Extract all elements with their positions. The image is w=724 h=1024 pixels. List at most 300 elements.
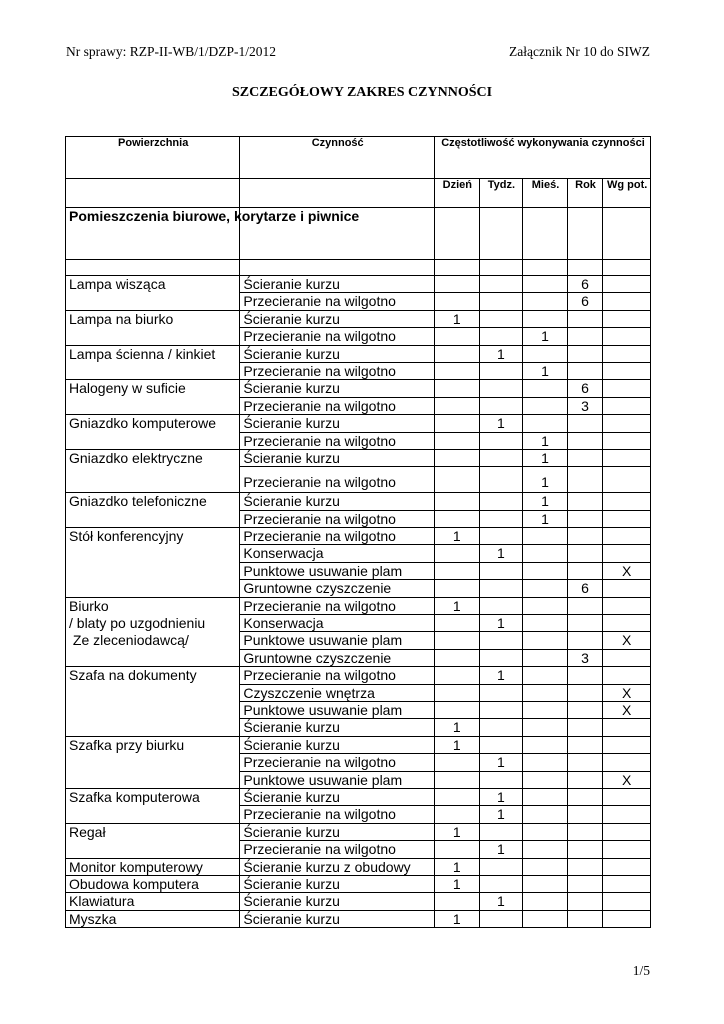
- surface-cell: [66, 467, 240, 493]
- surface-cell: [66, 580, 240, 597]
- surface-cell: [66, 528, 240, 545]
- table-row: [66, 597, 651, 614]
- activity-cell: Przecieranie na wilgotno: [240, 432, 435, 449]
- freq-week: 1: [479, 415, 523, 432]
- activity-cell: Ścieranie kurzu: [240, 893, 435, 910]
- freq-year: [567, 432, 602, 449]
- freq-month: [523, 562, 568, 579]
- freq-day: 1: [435, 719, 480, 736]
- empty-cell: [479, 260, 523, 276]
- surface-name: Gniazdko telefoniczne: [69, 493, 207, 510]
- freq-year: [567, 823, 602, 840]
- activity-cell: Ścieranie kurzu: [240, 449, 435, 466]
- activity-cell: Gruntowne czyszczenie: [240, 580, 435, 597]
- freq-year: [567, 328, 602, 345]
- surface-cell: [66, 701, 240, 718]
- freq-day: 1: [435, 910, 480, 927]
- activity-cell: Punktowe usuwanie plam: [240, 771, 435, 788]
- surface-cell: [66, 562, 240, 579]
- surface-cell: [66, 910, 240, 927]
- table-row: [66, 415, 651, 432]
- freq-month: [523, 841, 568, 858]
- freq-month: 1: [523, 362, 568, 379]
- surface-cell: [66, 841, 240, 858]
- header-case-number: Nr sprawy: RZP-II-WB/1/DZP-1/2012: [66, 44, 276, 59]
- surface-cell: [66, 449, 240, 466]
- surface-cell: [66, 771, 240, 788]
- table-row: [66, 310, 651, 327]
- freq-year: 6: [567, 380, 602, 397]
- freq-week: 1: [479, 545, 523, 562]
- freq-year: [567, 667, 602, 684]
- activity-cell: Punktowe usuwanie plam: [240, 701, 435, 718]
- freq-day: [435, 545, 480, 562]
- surface-name-continued: Ze zleceniodawcą/: [69, 631, 189, 648]
- freq-day: [435, 293, 480, 310]
- surface-cell: [66, 397, 240, 414]
- freq-as-needed: [603, 667, 651, 684]
- freq-as-needed: [603, 528, 651, 545]
- freq-month: [523, 823, 568, 840]
- activity-cell: Przecieranie na wilgotno: [240, 397, 435, 414]
- freq-as-needed: [603, 823, 651, 840]
- surface-cell: [66, 649, 240, 666]
- freq-day: [435, 510, 480, 527]
- header-attachment: Załącznik Nr 10 do SIWZ: [509, 44, 650, 59]
- freq-year: [567, 493, 602, 510]
- header-blank-cell: [240, 179, 435, 208]
- page-number: 1/5: [632, 963, 650, 978]
- table-row: [66, 875, 651, 892]
- table-row: [66, 345, 651, 362]
- table-row: [66, 667, 651, 684]
- surface-name: Monitor komputerowy: [69, 858, 203, 875]
- freq-week: 1: [479, 893, 523, 910]
- freq-day: 1: [435, 310, 480, 327]
- page-title: SZCZEGÓŁOWY ZAKRES CZYNNOŚCI: [231, 85, 493, 100]
- surface-name: Biurko: [69, 597, 109, 614]
- freq-year: 6: [567, 580, 602, 597]
- freq-week: [479, 649, 523, 666]
- surface-cell: [66, 736, 240, 753]
- surface-cell: [66, 345, 240, 362]
- surface-cell: [66, 875, 240, 892]
- table-row: [66, 701, 651, 718]
- freq-day: 1: [435, 875, 480, 892]
- surface-cell: [66, 545, 240, 562]
- freq-day: [435, 754, 480, 771]
- activity-cell: Przecieranie na wilgotno: [240, 510, 435, 527]
- table-row: [66, 893, 651, 910]
- table-row: [66, 771, 651, 788]
- header-year: Rok: [567, 179, 602, 208]
- freq-as-needed: [603, 293, 651, 310]
- freq-month: 1: [523, 449, 568, 466]
- empty-cell: [567, 260, 602, 276]
- freq-as-needed: [603, 893, 651, 910]
- freq-year: [567, 875, 602, 892]
- table-row: [66, 754, 651, 771]
- freq-week: [479, 310, 523, 327]
- freq-week: [479, 528, 523, 545]
- freq-day: [435, 580, 480, 597]
- table-row: [66, 806, 651, 823]
- activity-cell: Przecieranie na wilgotno: [240, 528, 435, 545]
- freq-month: [523, 380, 568, 397]
- activity-cell: Ścieranie kurzu z obudowy: [240, 858, 435, 875]
- freq-year: [567, 910, 602, 927]
- freq-month: [523, 528, 568, 545]
- freq-week: [479, 510, 523, 527]
- freq-week: [479, 397, 523, 414]
- empty-cell: [479, 208, 523, 260]
- table-row: [66, 858, 651, 875]
- surface-name: Gniazdko komputerowe: [69, 415, 217, 432]
- surface-name: Lampa ścienna / kinkiet: [69, 345, 216, 362]
- freq-year: [567, 345, 602, 362]
- freq-as-needed: [603, 449, 651, 466]
- freq-year: [567, 684, 602, 701]
- freq-year: 3: [567, 649, 602, 666]
- table-row: [66, 823, 651, 840]
- surface-cell: [66, 362, 240, 379]
- freq-as-needed: [603, 397, 651, 414]
- activity-cell: Ścieranie kurzu: [240, 493, 435, 510]
- freq-as-needed: [603, 510, 651, 527]
- freq-day: [435, 649, 480, 666]
- table-row: [66, 649, 651, 666]
- freq-month: [523, 806, 568, 823]
- surface-cell: [66, 754, 240, 771]
- activity-cell: Przecieranie na wilgotno: [240, 597, 435, 614]
- empty-cell: [435, 260, 480, 276]
- freq-year: [567, 310, 602, 327]
- surface-name: Szafka komputerowa: [69, 788, 200, 805]
- freq-year: [567, 449, 602, 466]
- freq-year: 6: [567, 293, 602, 310]
- freq-year: [567, 719, 602, 736]
- freq-as-needed: [603, 310, 651, 327]
- freq-month: [523, 875, 568, 892]
- freq-as-needed: [603, 615, 651, 632]
- freq-week: [479, 719, 523, 736]
- freq-day: [435, 684, 480, 701]
- freq-year: [567, 806, 602, 823]
- table-row: [66, 545, 651, 562]
- freq-week: 1: [479, 345, 523, 362]
- freq-as-needed: X: [603, 562, 651, 579]
- table-row: [66, 362, 651, 379]
- freq-month: [523, 632, 568, 649]
- freq-day: 1: [435, 823, 480, 840]
- freq-day: [435, 667, 480, 684]
- freq-month: [523, 276, 568, 293]
- freq-as-needed: X: [603, 701, 651, 718]
- freq-day: 1: [435, 736, 480, 753]
- freq-as-needed: [603, 362, 651, 379]
- freq-year: [567, 788, 602, 805]
- freq-week: [479, 328, 523, 345]
- freq-as-needed: [603, 345, 651, 362]
- activity-cell: Ścieranie kurzu: [240, 719, 435, 736]
- freq-month: [523, 684, 568, 701]
- activity-cell: Czyszczenie wnętrza: [240, 684, 435, 701]
- activity-cell: Ścieranie kurzu: [240, 875, 435, 892]
- freq-day: [435, 771, 480, 788]
- activity-cell: Ścieranie kurzu: [240, 788, 435, 805]
- surface-name: Lampa na biurko: [69, 310, 174, 327]
- freq-day: 1: [435, 597, 480, 614]
- freq-as-needed: [603, 415, 651, 432]
- surface-cell: [66, 823, 240, 840]
- surface-cell: [66, 667, 240, 684]
- freq-day: [435, 562, 480, 579]
- freq-month: [523, 580, 568, 597]
- freq-day: [435, 276, 480, 293]
- activity-cell: Ścieranie kurzu: [240, 276, 435, 293]
- surface-name: Stół konferencyjny: [69, 528, 184, 545]
- freq-week: [479, 362, 523, 379]
- surface-cell: [66, 597, 240, 614]
- freq-day: [435, 467, 480, 493]
- surface-cell: [66, 615, 240, 632]
- empty-cell: [567, 208, 602, 260]
- surface-cell: [66, 719, 240, 736]
- empty-cell: [603, 208, 651, 260]
- freq-day: [435, 415, 480, 432]
- surface-name: Szafka przy biurku: [69, 736, 185, 753]
- activity-cell: Ścieranie kurzu: [240, 380, 435, 397]
- activity-cell: Gruntowne czyszczenie: [240, 649, 435, 666]
- surface-name-continued: / blaty po uzgodnieniu: [69, 614, 206, 631]
- freq-as-needed: [603, 719, 651, 736]
- activity-cell: Ścieranie kurzu: [240, 415, 435, 432]
- freq-week: [479, 580, 523, 597]
- surface-name: Klawiatura: [69, 893, 135, 910]
- activity-cell: Ścieranie kurzu: [240, 823, 435, 840]
- freq-month: [523, 397, 568, 414]
- freq-as-needed: X: [603, 771, 651, 788]
- freq-week: [479, 597, 523, 614]
- freq-month: [523, 893, 568, 910]
- freq-month: [523, 771, 568, 788]
- freq-month: [523, 719, 568, 736]
- activity-cell: Punktowe usuwanie plam: [240, 632, 435, 649]
- table-row: [66, 328, 651, 345]
- surface-cell: [66, 893, 240, 910]
- table-row: [66, 684, 651, 701]
- freq-month: 1: [523, 328, 568, 345]
- freq-week: [479, 771, 523, 788]
- freq-week: [479, 736, 523, 753]
- freq-as-needed: [603, 754, 651, 771]
- freq-week: [479, 684, 523, 701]
- surface-cell: [66, 788, 240, 805]
- activity-cell: Konserwacja: [240, 615, 435, 632]
- freq-week: 1: [479, 788, 523, 805]
- header-week: Tydz.: [479, 179, 523, 208]
- surface-cell: [66, 493, 240, 510]
- freq-week: [479, 858, 523, 875]
- table-row: [66, 910, 651, 927]
- freq-year: [567, 771, 602, 788]
- freq-day: 1: [435, 858, 480, 875]
- table-row: [66, 528, 651, 545]
- freq-as-needed: [603, 432, 651, 449]
- freq-week: [479, 562, 523, 579]
- activity-cell: Przecieranie na wilgotno: [240, 293, 435, 310]
- freq-day: [435, 493, 480, 510]
- freq-as-needed: X: [603, 684, 651, 701]
- freq-month: [523, 293, 568, 310]
- header-activity: Czynność: [240, 137, 435, 179]
- surface-cell: [66, 510, 240, 527]
- freq-month: [523, 615, 568, 632]
- freq-day: [435, 788, 480, 805]
- freq-day: [435, 893, 480, 910]
- freq-week: [479, 701, 523, 718]
- activity-cell: Przecieranie na wilgotno: [240, 362, 435, 379]
- surface-cell: [66, 858, 240, 875]
- freq-week: 1: [479, 615, 523, 632]
- freq-as-needed: [603, 276, 651, 293]
- freq-year: 6: [567, 276, 602, 293]
- freq-week: 1: [479, 754, 523, 771]
- surface-name: Regał: [69, 823, 106, 840]
- freq-as-needed: [603, 875, 651, 892]
- freq-as-needed: [603, 597, 651, 614]
- freq-as-needed: [603, 328, 651, 345]
- table-row: [66, 380, 651, 397]
- freq-week: 1: [479, 667, 523, 684]
- freq-year: [567, 545, 602, 562]
- freq-month: [523, 310, 568, 327]
- table-row: [66, 276, 651, 293]
- freq-month: [523, 701, 568, 718]
- freq-month: [523, 345, 568, 362]
- header-blank-cell: [66, 179, 240, 208]
- surface-name: Obudowa komputera: [69, 875, 199, 892]
- activity-cell: Przecieranie na wilgotno: [240, 754, 435, 771]
- section-title: Pomieszczenia biurowe, korytarze i piwnice: [66, 208, 240, 260]
- surface-cell: [66, 380, 240, 397]
- surface-name: Gniazdko elektryczne: [69, 449, 203, 466]
- table-row: [66, 562, 651, 579]
- freq-month: 1: [523, 432, 568, 449]
- activity-cell: Przecieranie na wilgotno: [240, 328, 435, 345]
- table-row: [66, 449, 651, 466]
- freq-month: [523, 788, 568, 805]
- freq-week: [479, 293, 523, 310]
- header-day: Dzień: [435, 179, 480, 208]
- empty-cell: [66, 260, 240, 276]
- freq-year: [567, 415, 602, 432]
- freq-as-needed: [603, 380, 651, 397]
- freq-day: [435, 806, 480, 823]
- freq-week: [479, 276, 523, 293]
- empty-cell: [240, 260, 435, 276]
- freq-month: [523, 858, 568, 875]
- freq-as-needed: [603, 467, 651, 493]
- freq-as-needed: [603, 841, 651, 858]
- empty-cell: [523, 208, 568, 260]
- freq-week: [479, 875, 523, 892]
- activity-cell: Ścieranie kurzu: [240, 910, 435, 927]
- freq-day: [435, 615, 480, 632]
- table-row: [66, 788, 651, 805]
- freq-day: [435, 345, 480, 362]
- freq-as-needed: [603, 910, 651, 927]
- activity-cell: Ścieranie kurzu: [240, 345, 435, 362]
- freq-as-needed: [603, 493, 651, 510]
- empty-cell: [435, 208, 480, 260]
- table-row: [66, 736, 651, 753]
- table-body: [66, 208, 651, 928]
- activity-cell: Przecieranie na wilgotno: [240, 841, 435, 858]
- freq-week: [479, 823, 523, 840]
- freq-day: [435, 632, 480, 649]
- freq-year: [567, 858, 602, 875]
- freq-month: [523, 597, 568, 614]
- surface-cell: [66, 806, 240, 823]
- activity-cell: Punktowe usuwanie plam: [240, 562, 435, 579]
- freq-day: 1: [435, 528, 480, 545]
- freq-week: 1: [479, 841, 523, 858]
- surface-cell: [66, 310, 240, 327]
- surface-cell: [66, 328, 240, 345]
- surface-cell: [66, 276, 240, 293]
- freq-week: [479, 632, 523, 649]
- freq-week: [479, 467, 523, 493]
- freq-day: [435, 380, 480, 397]
- freq-year: [567, 615, 602, 632]
- freq-as-needed: [603, 580, 651, 597]
- freq-year: [567, 754, 602, 771]
- surface-name: Lampa wisząca: [69, 276, 166, 292]
- freq-month: [523, 754, 568, 771]
- freq-week: [479, 432, 523, 449]
- freq-day: [435, 362, 480, 379]
- activity-cell: Ścieranie kurzu: [240, 736, 435, 753]
- freq-year: [567, 510, 602, 527]
- header-as-needed: Wg pot.: [603, 179, 651, 208]
- freq-day: [435, 449, 480, 466]
- surface-name: Myszka: [69, 910, 117, 927]
- freq-month: [523, 649, 568, 666]
- freq-month: 1: [523, 493, 568, 510]
- freq-as-needed: [603, 806, 651, 823]
- activity-cell: Przecieranie na wilgotno: [240, 806, 435, 823]
- table-row: [66, 493, 651, 510]
- freq-day: [435, 841, 480, 858]
- header-month: Mieś.: [523, 179, 568, 208]
- freq-year: [567, 528, 602, 545]
- freq-month: [523, 667, 568, 684]
- freq-day: [435, 432, 480, 449]
- surface-cell: [66, 293, 240, 310]
- table-row: [66, 510, 651, 527]
- scope-table: [65, 136, 651, 928]
- freq-month: [523, 545, 568, 562]
- freq-day: [435, 701, 480, 718]
- table-row: [66, 841, 651, 858]
- surface-name: Halogeny w suficie: [69, 380, 186, 397]
- freq-day: [435, 397, 480, 414]
- header-surface: Powierzchnia: [66, 137, 240, 179]
- freq-week: [479, 449, 523, 466]
- activity-cell: Konserwacja: [240, 545, 435, 562]
- freq-as-needed: [603, 545, 651, 562]
